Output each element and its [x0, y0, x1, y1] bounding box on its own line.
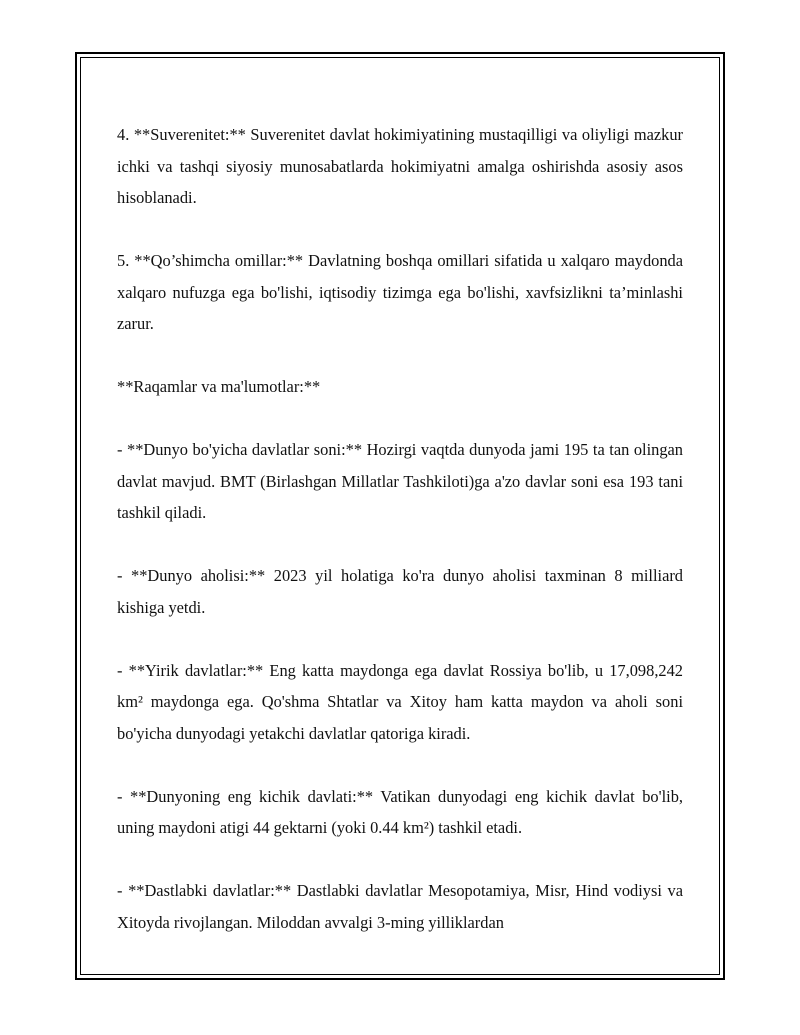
list-item-smallest-state: - **Dunyoning eng kichik davlati:** Vatikan dunyodagi eng kichik davlat bo'lib, uning maydoni atigi 44 gektarni (yoki 0.44 km²) tashkil etadi.	[117, 786, 683, 837]
paragraph-sovereignty: 4. **Suverenitet:** Suverenitet davlat hokimiyatining mustaqilligi va oliyligi mazkur ichki va tashqi siyosiy munosabatlarda hokimiyatni amalga oshirishda asosiy asos hisoblanadi.	[117, 125, 683, 207]
list-item-world-population: - **Dunyo aholisi:** 2023 yil holatiga ko'ra dunyo aholisi taxminan 8 milliard kishiga yetdi.	[117, 566, 683, 617]
list-item-country-count: - **Dunyo bo'yicha davlatlar soni:** Hozirgi vaqtda dunyoda jami 195 ta tan olingan davlat mavjud. BMT (Birlashgan Millatlar Tashkiloti)ga a'zo davlar soni esa 193 tani tashkil qiladi.	[117, 440, 683, 522]
document-body	[117, 119, 683, 938]
section-heading-facts: **Raqamlar va ma'lumotlar:**	[117, 377, 321, 396]
list-item-large-states: - **Yirik davlatlar:** Eng katta maydonga ega davlat Rossiya bo'lib, u 17,098,242 km² maydonga ega. Qo'shma Shtatlar va Xitoy ham katta maydon va aholi soni bo'yicha dunyodagi yetakchi davlatlar qatoriga kiradi.	[117, 660, 683, 743]
paragraph-additional-factors: 5. **Qo’shimcha omillar:** Davlatning boshqa omillari sifatida u xalqaro maydonda xalqaro nufuzga ega bo'lishi, iqtisodiy tizimga ega bo'lishi, xavfsizlikni ta’minlashi zarur.	[117, 251, 683, 333]
list-item-early-states: - **Dastlabki davlatlar:** Dastlabki davlatlar Mesopotamiya, Misr, Hind vodiysi va Xitoyda rivojlangan. Miloddan avvalgi 3-ming yilliklardan	[117, 881, 683, 932]
